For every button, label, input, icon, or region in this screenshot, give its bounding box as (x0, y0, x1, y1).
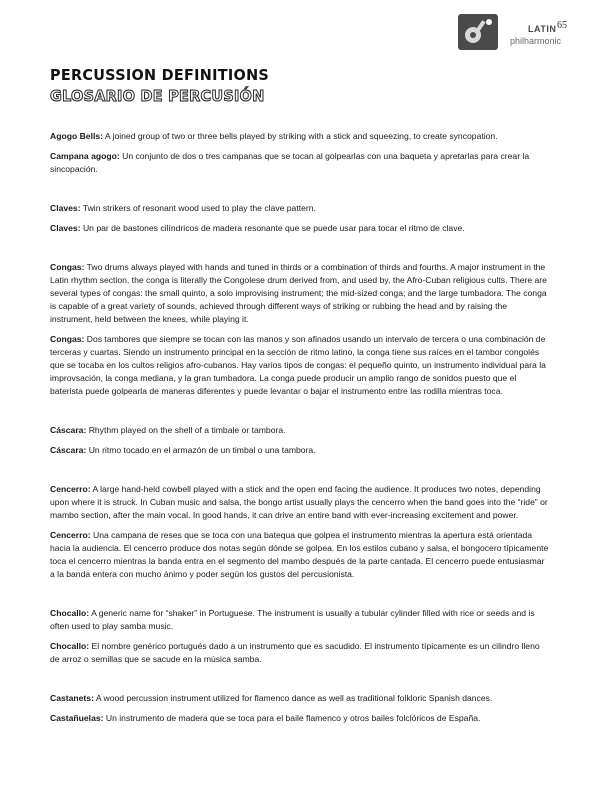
definition-text-spanish: El nombre genérico portugués dado a un instrumento que es sacudido. El instrumento típicamente es un cilindro lleno de arroz o semillas que se sacude en la música samba. (50, 641, 540, 664)
term-english: Chocallo: (50, 608, 90, 618)
definition-text-spanish: Un conjunto de dos o tres campanas que se tocan al golpearlas con una baqueta y apretarlas para crear la sincopación. (50, 151, 530, 174)
definition-text-english: A large hand-held cowbell played with a stick and the open end facing the audience. It produces two notes, depending upon where it is struck. In Cuban music and salsa, the bongo artist usually plays the cencerro when the band goes into the “ride” or mambo section, after the main vocal. In good hands, it can drive an entire band with ever-increasing excitement and power. (50, 484, 548, 520)
term-spanish: Claves: (50, 223, 81, 233)
latin-philharmonic-logo (458, 14, 570, 50)
definition-entry (50, 130, 550, 176)
term-spanish: Cáscara: (50, 445, 87, 455)
page-number: 65 (557, 20, 567, 31)
definition-english (50, 261, 550, 326)
definition-english (50, 483, 550, 522)
definition-entry (50, 202, 550, 235)
definition-entry (50, 424, 550, 457)
page-title-spanish: GLOSARIO DE PERCUSIÓN (50, 87, 265, 105)
definition-spanish (50, 640, 550, 666)
term-spanish: Castañuelas: (50, 713, 104, 723)
definition-english (50, 424, 550, 437)
definition-text-english: A generic name for “shaker” in Portuguese. The instrument is usually a tubular cylinder filled with rice or seeds and is often used to play samba music. (50, 608, 535, 631)
definition-spanish (50, 150, 550, 176)
definition-text-spanish: Dos tambores que siempre se tocan con las manos y son afinados usando un intervalo de tercera o una combinación de terceras y cuartas. Siendo un instrumento principal en la sección de ritmo latino, la conga tiene sus raíces en el tambor congolés que se tocaba en los cultos religios afro-cubanos. Hay varios tipos de congas: el pequeño quinto, un instrumento individual para la improvsación, la conga mediana, y la gran tumbadora. La conga puede producir un amplio rango de sonidos puesto que el baterista puede golpearla de maneras diferentes y puede levantar o bajar el instrumento entre las rodilla mientras toca. (50, 334, 546, 396)
term-english: Castanets: (50, 693, 94, 703)
definition-text-spanish: Un par de bastones cilíndricos de madera resonante que se puede usar para tocar el ritmo de clave. (80, 223, 465, 233)
definition-entry (50, 261, 550, 398)
definition-text-spanish: Un instrumento de madera que se toca para el baile flamenco y otros bailes folclóricos de España. (103, 713, 481, 723)
term-english: Cáscara: (50, 425, 87, 435)
definition-english (50, 607, 550, 633)
definition-spanish (50, 222, 550, 235)
definition-english (50, 130, 550, 143)
definition-text-spanish: Un ritmo tocado en el armazón de un timbal o una tambora. (86, 445, 316, 455)
definition-text-english: A joined group of two or three bells played by striking with a stick and squeezing, to create syncopation. (103, 131, 498, 141)
logo-text-latin: LATIN (528, 24, 557, 34)
definition-spanish (50, 333, 550, 398)
definition-text-english: A wood percussion instrument utilized for flamenco dance as well as traditional folkloric Spanish dances. (93, 693, 493, 703)
definition-text-spanish: Una campana de reses que se toca con una batequa que golpea el instrumento mientras la apertura está orientada hacia la audiencia. El cencerro produce dos notas según dónde se golpea. En los estilos cubano y salsa, el bongocero típicamente toca el cencerro mientras la banda entra en el segmento del mambo después de la parte cantada. El cencerro puede entusiasmar a la banda entera con mucho ánimo y poder según los gustos del percusionista. (50, 530, 549, 579)
definition-entry (50, 483, 550, 581)
term-spanish: Chocallo: (50, 641, 90, 651)
definition-entry (50, 607, 550, 666)
term-english: Congas: (50, 262, 85, 272)
definition-spanish (50, 712, 550, 725)
logo-text-philharmonic: philharmonic (510, 36, 562, 46)
definition-english (50, 202, 550, 215)
definition-entry (50, 692, 550, 725)
term-spanish: Congas: (50, 334, 85, 344)
definition-english (50, 692, 550, 705)
page-title-english: PERCUSSION DEFINITIONS (50, 66, 270, 84)
term-english: Claves: (50, 203, 81, 213)
term-english: Agogo Bells: (50, 131, 103, 141)
definition-text-english: Twin strikers of resonant wood used to play the clave pattern. (80, 203, 316, 213)
definition-spanish (50, 529, 550, 581)
term-spanish: Campana agogo: (50, 151, 120, 161)
guitar-logo-icon (458, 14, 498, 50)
definition-spanish (50, 444, 550, 457)
term-english: Cencerro: (50, 484, 91, 494)
term-spanish: Cencerro: (50, 530, 91, 540)
definitions-list (50, 130, 550, 732)
definition-text-english: Rhythm played on the shell of a timbale or tambora. (86, 425, 286, 435)
definition-text-english: Two drums always played with hands and tuned in thirds or a combination of thirds and fourths. A major instrument in the Latin rhythm section, the conga is literally the Congolese drum derived from, and used by, the Afro-Cuban religious cults. There are several types of congas: the small quinto, a solo improvising instrument; the mid-sized conga; and the large tumbadora. The conga is capable of a great variety of sounds, achieved through different ways of striking or rubbing the head and by raising the instrument, held between the knees, while playing it. (50, 262, 547, 324)
